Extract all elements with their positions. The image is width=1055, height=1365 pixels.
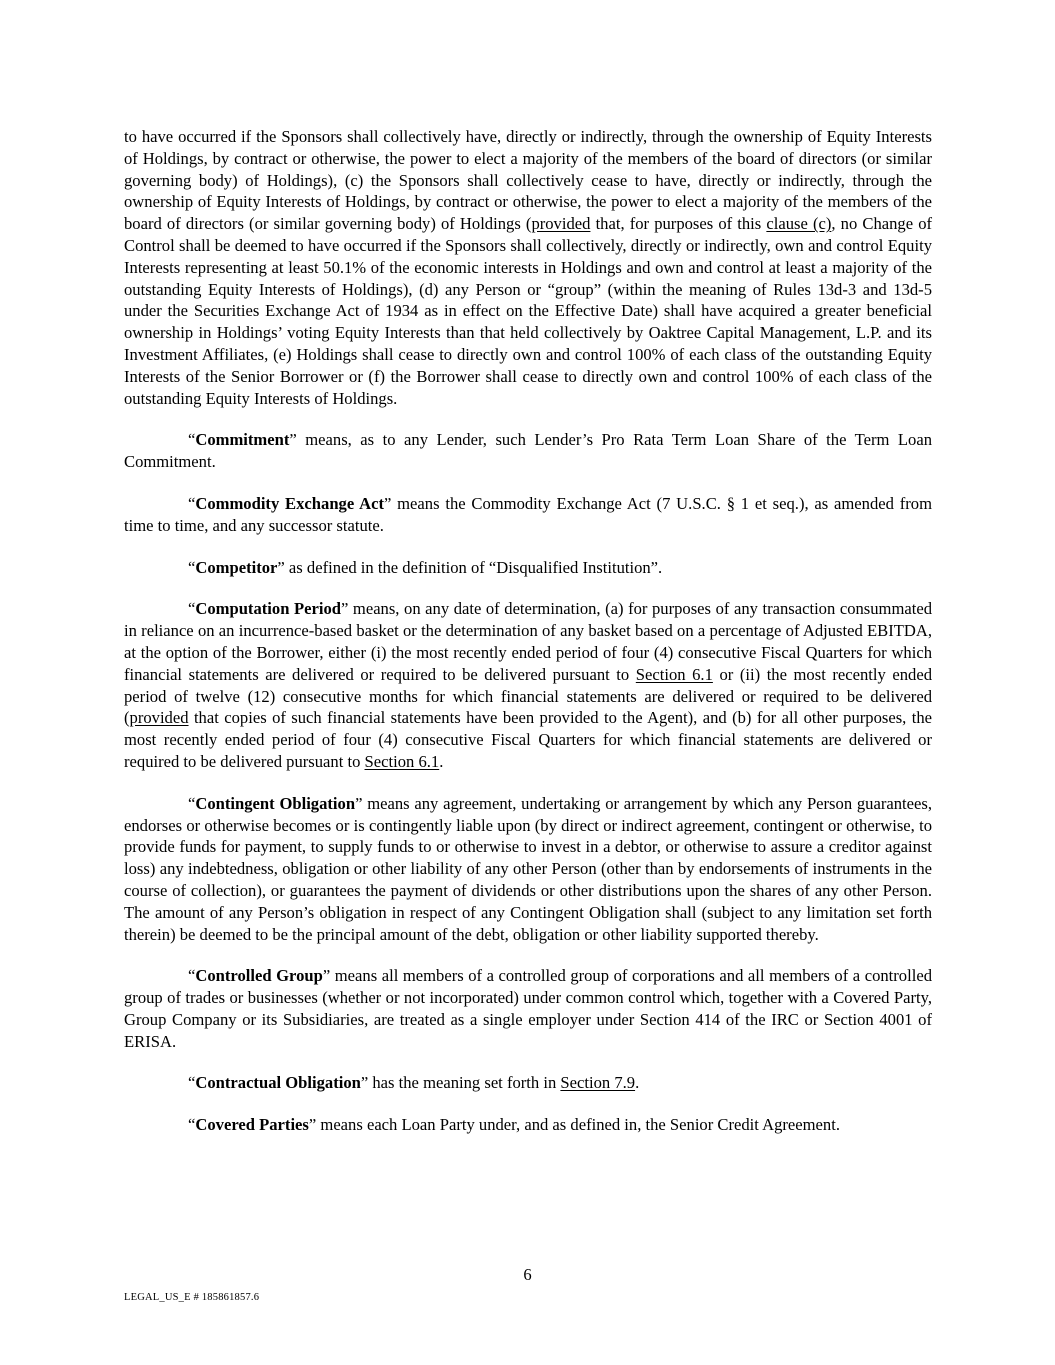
section-reference: Section 6.1 [364,751,440,771]
section-reference: Section 6.1 [635,664,713,684]
defined-term: Competitor [195,557,278,577]
defined-term: Commodity Exchange Act [195,493,384,513]
defined-term: Computation Period [195,599,341,619]
defined-term: Contingent Obligation [195,793,356,813]
defined-term: Covered Parties [195,1115,309,1135]
defined-term: Contractual Obligation [195,1073,361,1093]
definition-commitment: “Commitment” means, as to any Lender, such Lender’s Pro Rata Term Loan Share of the Term Loan Commitment. [124,430,932,472]
definition-commodity-exchange-act: “Commodity Exchange Act” means the Commodity Exchange Act (7 U.S.C. § 1 et seq.), as amended from time to time, and any successor statute. [124,493,932,535]
definition-contractual-obligation: “Contractual Obligation” has the meaning set forth in Section 7.9. [188,1073,640,1093]
clause-c-reference: clause (c) [766,214,832,234]
definition-competitor: “Competitor” as defined in the definition of “Disqualified Institution”. [188,557,663,577]
document-id-footer: LEGAL_US_E # 185861857.6 [124,1292,260,1303]
provided-emphasis: provided [129,708,189,728]
definition-computation-period: “Computation Period” means, on any date of determination, (a) for purposes of any transaction consummated in reliance on an incurrence-based basket or the determination of any basket based on a percentage of Adjusted EBITDA, at the option of the Borrower, either (i) the most recently ended period of four (4) consecutive Fiscal Quarters for which financial statements are delivered or required to be delivered pursuant to Section 6.1 or (ii) the most recently ended period of twelve (12) consecutive months for which financial statements are delivered or required to be delivered (provided that copies of such financial statements have been provided to the Agent), and (b) for all other purposes, the most recently ended period of four (4) consecutive Fiscal Quarters for which financial statements are delivered or required to be delivered pursuant to Section 6.1. [124,599,932,771]
definition-contingent-obligation: “Contingent Obligation” means any agreement, undertaking or arrangement by which any Person guarantees, endorses or otherwise becomes or is contingently liable upon (by direct or indirect agreement, contingent or otherwise, to provide funds for payment, to supply funds to or otherwise to invest in a debtor, or otherwise to assure a creditor against loss) any indebtedness, obligation or other liability of any other Person (other than by endorsements of instruments in the course of collection), or guarantees the payment of dividends or other distributions upon the shares of any other Person. The amount of any Person’s obligation in respect of any Contingent Obligation shall (subject to any limitation set forth therein) be deemed to be the principal amount of the debt, obligation or other liability supported thereby. [124,793,932,944]
defined-term: Controlled Group [195,966,323,986]
page-number: 6 [523,1265,532,1284]
change-of-control-continuation: to have occurred if the Sponsors shall collectively have, directly or indirectly, through the ownership of Equity Interests of Holdings, by contract or otherwise, the power to elect a majority of the members of the board of directors (or similar governing body) of Holdings), (c) the Sponsors shall collectively cease to have, directly or indirectly, through the ownership of Equity Interests of Holdings, by contract or otherwise, the power to elect a majority of the members of the board of directors (or similar governing body) of Holdings (provided that, for purposes of this clause (c), no Change of Control shall be deemed to have occurred if the Sponsors shall collectively, directly or indirectly, own and control Equity Interests representing at least 50.1% of the economic interests in Holdings and own and control at least a majority of the outstanding Equity Interests of Holdings), (d) any Person or “group” (within the meaning of Rules 13d-3 and 13d-5 under the Securities Exchange Act of 1934 as in effect on the Effective Date) shall have acquired a greater beneficial ownership in Holdings’ voting Equity Interests than that held collectively by Oaktree Capital Management, L.P. and its Investment Affiliates, (e) Holdings shall cease to directly own and control 100% of each class of the outstanding Equity Interests of the Senior Borrower or (f) the Borrower shall cease to directly own and control 100% of each class of the outstanding Equity Interests of Holdings. [124,127,933,408]
defined-term: Commitment [195,430,290,450]
section-reference: Section 7.9 [560,1073,636,1093]
provided-emphasis: provided [531,214,591,234]
definition-controlled-group: “Controlled Group” means all members of a controlled group of corporations and all members of a controlled group of trades or businesses (whether or not incorporated) under common control which, together with a Covered Party, Group Company or its Subsidiaries, are treated as a single employer under Section 414 of the IRC or Section 4001 of ERISA. [124,966,932,1051]
definition-covered-parties: “Covered Parties” means each Loan Party under, and as defined in, the Senior Credit Agreement. [188,1115,840,1135]
document-body [124,126,932,1136]
